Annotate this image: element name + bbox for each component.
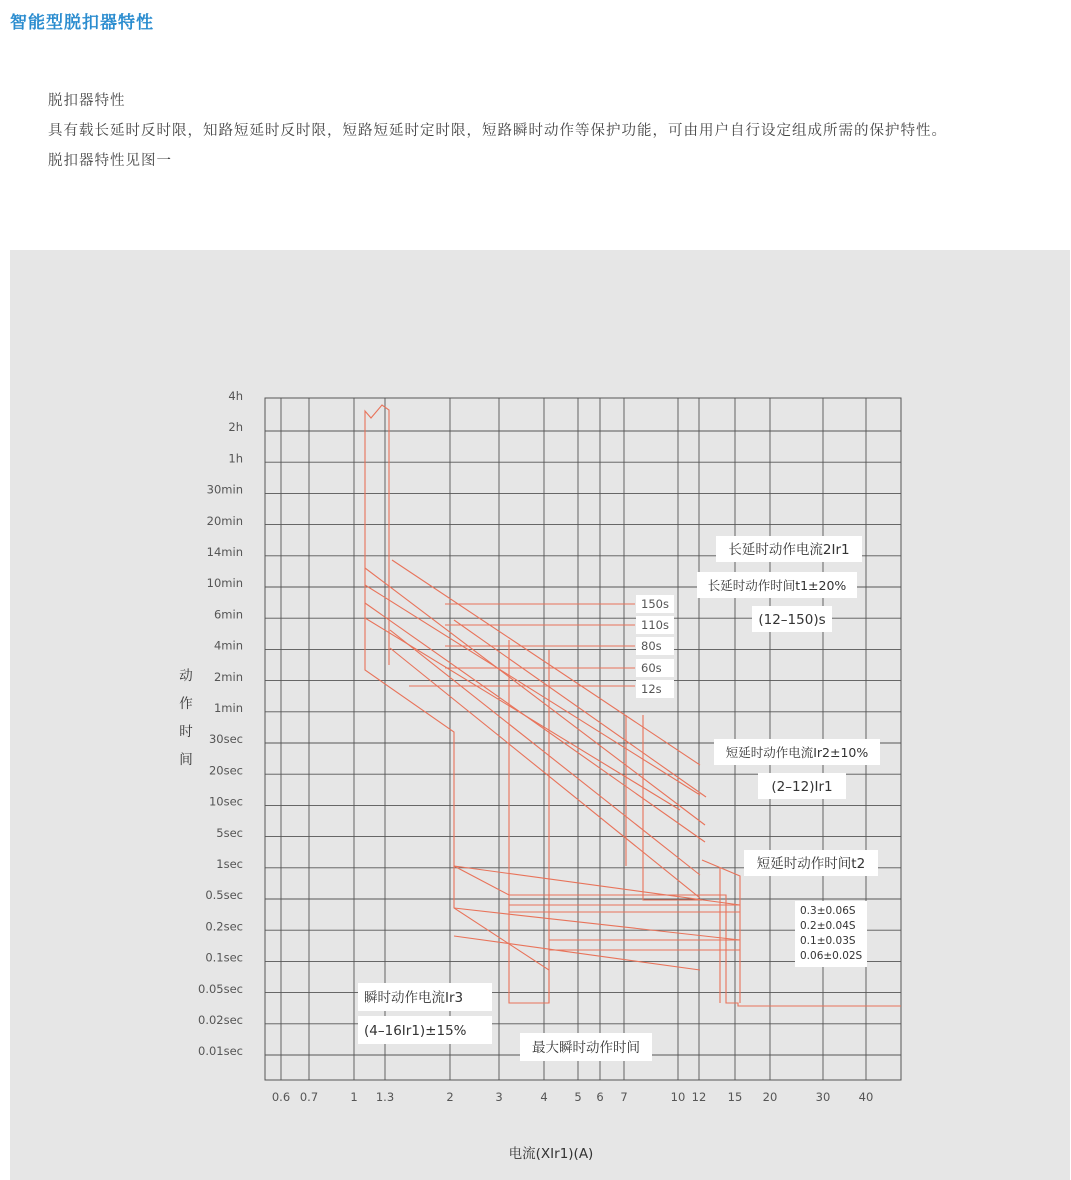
x-tick-label: 30 xyxy=(815,1090,831,1104)
y-axis-label xyxy=(179,667,193,768)
x-tick-label: 15 xyxy=(727,1090,743,1104)
instant-current-label: 瞬时动作电流Ir3 xyxy=(364,990,464,1006)
long-delay-time-label: 长延时动作时间t1±20% xyxy=(707,578,847,593)
y-axis-label-char: 间 xyxy=(179,752,193,768)
long-delay-range-label: (12–150)s xyxy=(758,612,826,628)
x-axis-label: 电流(XIr1)(A) xyxy=(508,1146,594,1162)
y-axis-label-char: 时 xyxy=(179,724,193,740)
x-tick-label: 40 xyxy=(858,1090,874,1104)
y-axis-label-text xyxy=(179,667,193,768)
y-tick-label: 20min xyxy=(206,513,243,528)
y-tick-label: 1sec xyxy=(216,857,243,871)
y-axis-label-char: 作 xyxy=(179,696,193,712)
y-tick-label: 0.2sec xyxy=(205,919,243,934)
y-tick-label: 4h xyxy=(228,389,243,403)
y-tick-label: 4min xyxy=(213,638,243,653)
setting-label: 60s xyxy=(641,661,662,675)
y-tick-label: 0.02sec xyxy=(198,1013,243,1027)
y-tick-label: 10sec xyxy=(208,794,243,809)
x-tick-label: 4 xyxy=(540,1090,548,1104)
trip-curve-segment xyxy=(454,908,740,940)
short-delay-setting: 0.3±0.06S xyxy=(800,905,856,917)
trip-curve-segment xyxy=(454,936,700,970)
short-delay-range-label: (2–12)Ir1 xyxy=(771,779,833,795)
x-tick-label: 10 xyxy=(670,1090,686,1104)
x-tick-label: 6 xyxy=(596,1090,604,1104)
x-tick-label: 7 xyxy=(620,1090,628,1104)
setting-label: 150s xyxy=(641,597,669,611)
y-tick-label: 0.05sec xyxy=(198,981,243,996)
short-delay-setting: 0.06±0.02S xyxy=(800,950,863,962)
y-tick-label: 5sec xyxy=(216,825,243,840)
y-tick-label: 1h xyxy=(228,451,243,466)
x-tick-label: 2 xyxy=(446,1090,454,1104)
short-delay-setting: 0.2±0.04S xyxy=(800,920,856,932)
x-tick-labels xyxy=(272,1090,873,1104)
trip-curve-segment xyxy=(454,640,549,1003)
y-tick-label: 0.1sec xyxy=(205,950,243,965)
y-tick-label: 30min xyxy=(206,482,243,497)
description-heading: 脱扣器特性 xyxy=(48,93,126,109)
page-title: 智能型脱扣器特性 xyxy=(10,13,154,33)
long-delay-current-label: 长延时动作电流2Ir1 xyxy=(728,542,850,558)
setting-label: 80s xyxy=(641,639,662,653)
x-tick-label: 3 xyxy=(495,1090,503,1104)
y-tick-label: 0.01sec xyxy=(198,1044,243,1059)
y-tick-label: 2min xyxy=(213,669,243,684)
x-tick-label: 5 xyxy=(574,1090,582,1104)
y-tick-label: 0.5sec xyxy=(205,888,243,903)
short-delay-time-label: 短延时动作时间t2 xyxy=(756,856,866,872)
y-tick-label: 6min xyxy=(213,607,243,622)
short-delay-current-label: 短延时动作电流Ir2±10% xyxy=(725,745,869,760)
x-tick-label: 1 xyxy=(350,1090,358,1104)
instant-range-label: (4–16Ir1)±15% xyxy=(364,1023,467,1039)
setting-label: 12s xyxy=(641,682,662,696)
x-tick-label: 0.7 xyxy=(299,1090,319,1104)
y-tick-label: 14min xyxy=(206,545,243,559)
x-tick-label: 0.6 xyxy=(271,1090,291,1104)
y-tick-label: 30sec xyxy=(208,732,243,747)
x-tick-label: 1.3 xyxy=(375,1090,395,1104)
y-tick-label: 10min xyxy=(206,576,243,591)
trip-curve-segment xyxy=(702,860,740,1003)
setting-label: 110s xyxy=(641,618,669,632)
x-tick-label: 20 xyxy=(762,1090,778,1104)
y-tick-label: 1min xyxy=(213,701,243,715)
long-delay-setting-labels xyxy=(636,595,674,698)
figure-reference: 脱扣器特性见图一 xyxy=(48,153,172,169)
y-tick-labels xyxy=(198,389,243,1058)
y-tick-label: 2h xyxy=(228,420,243,435)
max-instant-time-label: 最大瞬时动作时间 xyxy=(532,1040,640,1056)
x-tick-label: 12 xyxy=(691,1090,707,1104)
description-body: 具有载长延时反时限，知路短延时反时限，短路短延时定时限，短路瞬时动作等保护功能，可由用户自行设定组成所需的保护特性。 xyxy=(48,123,947,139)
y-axis-label-char: 动 xyxy=(179,668,193,684)
short-delay-setting: 0.1±0.03S xyxy=(800,935,856,947)
y-tick-label: 20sec xyxy=(208,763,243,778)
